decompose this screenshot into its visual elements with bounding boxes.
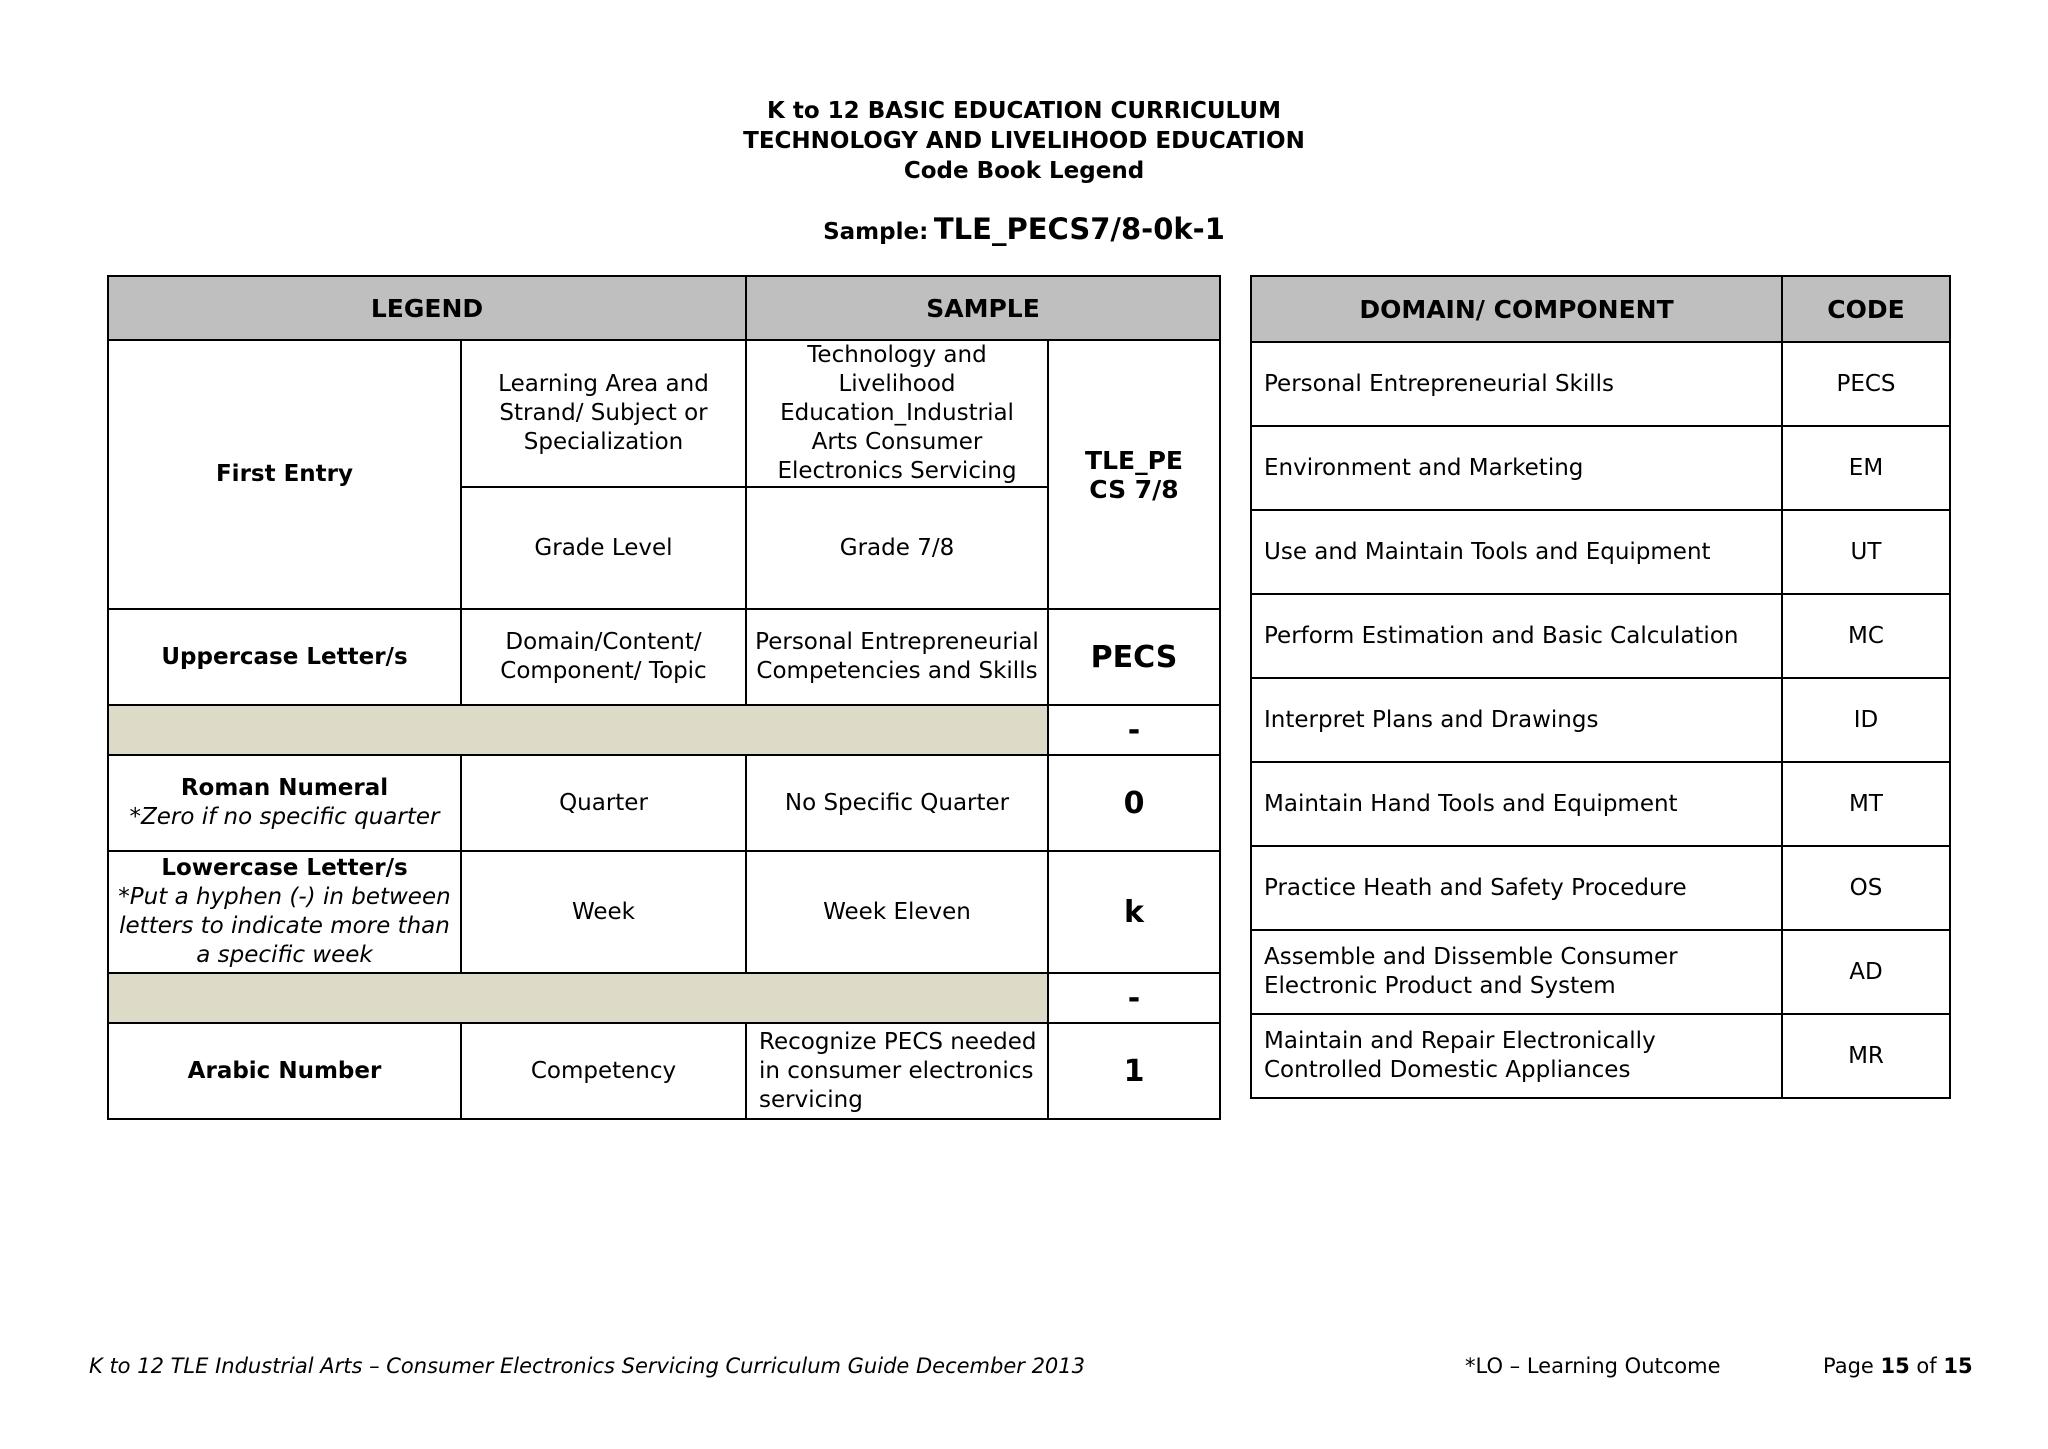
footer-guide-title: K to 12 TLE Industrial Arts – Consumer Electronics Servicing Curriculum Guide December 2013 <box>89 1354 1086 1378</box>
roman-label: Roman Numeral <box>180 775 389 801</box>
sample-header: SAMPLE <box>746 276 1220 340</box>
codebook-title: Code Book Legend <box>903 158 1145 184</box>
page-of: of <box>1909 1354 1944 1378</box>
curriculum-title: K to 12 BASIC EDUCATION CURRICULUM <box>767 98 1281 124</box>
uppercase-desc: Domain/Content/ Component/ Topic <box>461 609 746 705</box>
grade-level-desc: Grade Level <box>461 487 746 609</box>
domain-cell: Maintain Hand Tools and Equipment <box>1251 762 1782 846</box>
uppercase-label: Uppercase Letter/s <box>108 609 461 705</box>
document-header <box>0 96 2048 186</box>
domain-cell: Maintain and Repair Electronically Controlled Domestic Appliances <box>1251 1014 1782 1098</box>
separator-code: - <box>1048 705 1220 755</box>
lowercase-label: Lowercase Letter/s <box>161 855 408 881</box>
separator-code: - <box>1048 973 1220 1023</box>
lowercase-code: k <box>1048 851 1220 973</box>
arabic-desc: Competency <box>461 1023 746 1119</box>
arabic-label: Arabic Number <box>108 1023 461 1119</box>
sample-code: TLE_PECS7/8-0k-1 <box>933 212 1225 246</box>
arabic-code: 1 <box>1048 1023 1220 1119</box>
legend-header-row <box>108 276 1220 340</box>
code-cell: UT <box>1782 510 1950 594</box>
domain-cell: Practice Heath and Safety Procedure <box>1251 846 1782 930</box>
domain-cell: Perform Estimation and Basic Calculation <box>1251 594 1782 678</box>
table-row <box>1251 426 1950 510</box>
table-row <box>108 340 1220 487</box>
roman-note: *Zero if no specific quarter <box>129 804 440 830</box>
code-cell: OS <box>1782 846 1950 930</box>
first-entry-desc: Learning Area and Strand/ Subject or Specialization <box>461 340 746 487</box>
domain-table <box>1250 275 1951 1099</box>
lowercase-label-cell <box>108 851 461 973</box>
table-row <box>1251 510 1950 594</box>
table-row <box>108 755 1220 851</box>
first-entry-label: First Entry <box>108 340 461 609</box>
domain-header-row <box>1251 276 1950 342</box>
code-cell: AD <box>1782 930 1950 1014</box>
footer-page-number <box>1823 1354 1973 1378</box>
domain-cell: Use and Maintain Tools and Equipment <box>1251 510 1782 594</box>
table-row <box>1251 594 1950 678</box>
table-row <box>1251 930 1950 1014</box>
table-row <box>108 1023 1220 1119</box>
page-total: 15 <box>1943 1354 1973 1378</box>
domain-cell: Environment and Marketing <box>1251 426 1782 510</box>
code-cell: EM <box>1782 426 1950 510</box>
table-row <box>108 609 1220 705</box>
subject-title: TECHNOLOGY AND LIVELIHOOD EDUCATION <box>743 128 1305 154</box>
separator-row <box>108 705 1220 755</box>
roman-code: 0 <box>1048 755 1220 851</box>
domain-cell: Interpret Plans and Drawings <box>1251 678 1782 762</box>
first-entry-code: TLE_PE CS 7/8 <box>1048 340 1220 609</box>
table-row <box>1251 342 1950 426</box>
legend-table <box>107 275 1221 1120</box>
first-entry-sample: Technology and Livelihood Education_Industrial Arts Consumer Electronics Servicing <box>746 340 1048 487</box>
uppercase-sample: Personal Entrepreneurial Competencies and Skills <box>746 609 1048 705</box>
grade-level-sample: Grade 7/8 <box>746 487 1048 609</box>
lowercase-note: *Put a hyphen (-) in between letters to indicate more than a specific week <box>118 884 451 968</box>
footer-lo-note: *LO – Learning Outcome <box>1465 1354 1721 1378</box>
separator-shade <box>108 705 1048 755</box>
table-row <box>1251 762 1950 846</box>
domain-header: DOMAIN/ COMPONENT <box>1251 276 1782 342</box>
roman-label-cell <box>108 755 461 851</box>
code-cell: PECS <box>1782 342 1950 426</box>
arabic-sample: Recognize PECS needed in consumer electronics servicing <box>746 1023 1048 1119</box>
table-row <box>1251 678 1950 762</box>
roman-desc: Quarter <box>461 755 746 851</box>
table-row <box>1251 1014 1950 1098</box>
domain-cell: Assemble and Dissemble Consumer Electronic Product and System <box>1251 930 1782 1014</box>
sample-code-line <box>0 212 2048 246</box>
page-current: 15 <box>1880 1354 1910 1378</box>
sample-label: Sample: <box>823 219 929 245</box>
legend-header: LEGEND <box>108 276 746 340</box>
page-prefix: Page <box>1823 1354 1881 1378</box>
code-header: CODE <box>1782 276 1950 342</box>
separator-shade <box>108 973 1048 1023</box>
code-cell: MT <box>1782 762 1950 846</box>
table-row <box>108 851 1220 973</box>
domain-cell: Personal Entrepreneurial Skills <box>1251 342 1782 426</box>
code-cell: MC <box>1782 594 1950 678</box>
uppercase-code: PECS <box>1048 609 1220 705</box>
code-cell: ID <box>1782 678 1950 762</box>
roman-sample: No Specific Quarter <box>746 755 1048 851</box>
separator-row <box>108 973 1220 1023</box>
code-cell: MR <box>1782 1014 1950 1098</box>
table-row <box>1251 846 1950 930</box>
lowercase-sample: Week Eleven <box>746 851 1048 973</box>
lowercase-desc: Week <box>461 851 746 973</box>
